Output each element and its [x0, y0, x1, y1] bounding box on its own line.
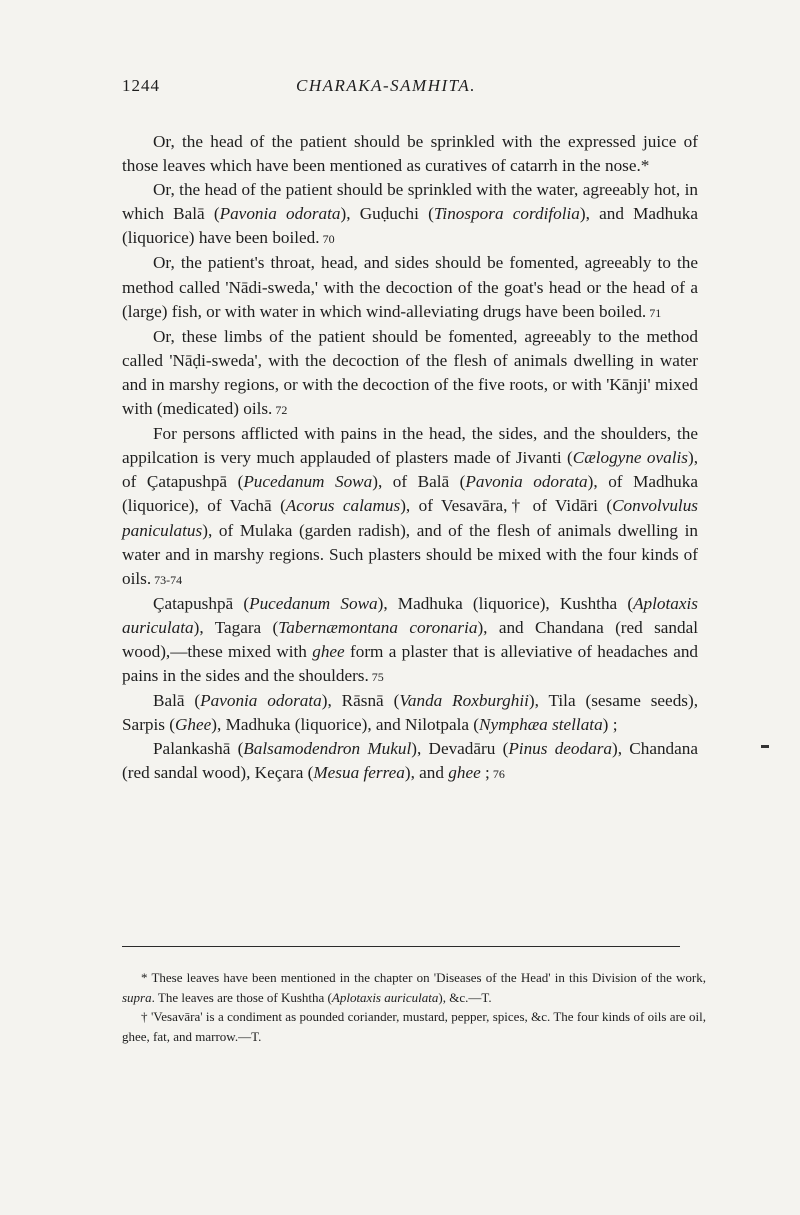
botanical-name: supra [122, 989, 152, 1005]
text-run: ; [480, 763, 490, 783]
verse-number: 75 [371, 670, 384, 685]
botanical-name: Pucedanum Sowa [249, 593, 378, 613]
text-run: For persons afflicted with pains in the head, the sides, and the shoulders, the appilcation is very much applauded of plasters made of Jivanti ( [122, 424, 698, 468]
text-run: † 'Vesavāra' is a condiment as pounded coriander, mustard, pepper, spices, &c. The four kinds of oils are oil, ghee, fat, and marrow.—T. [122, 1009, 706, 1044]
botanical-name: Acorus calamus [285, 496, 401, 516]
paragraph [122, 130, 698, 178]
verse-number: 72 [275, 403, 288, 418]
paragraph [122, 422, 698, 592]
verse-number: 76 [492, 767, 505, 782]
paragraph [122, 251, 698, 324]
footnote-divider [122, 946, 680, 947]
verse-number: 70 [322, 232, 335, 247]
text-run: ), Rāsnā ( [321, 691, 400, 711]
botanical-name: ghee [448, 763, 481, 783]
footnote [122, 1007, 706, 1046]
text-run: ), of Balā ( [372, 472, 466, 492]
botanical-name: Convolvulus paniculatus [122, 496, 698, 540]
text-run: ), and [404, 763, 449, 783]
botanical-name: Aplotaxis auriculata [331, 989, 439, 1005]
botanical-name: Pinus deodara [508, 739, 612, 759]
botanical-name: Tabernæmontana coronaria [278, 617, 478, 637]
text-run: ), Madhuka (liquorice), and Nilotpala ( [211, 715, 480, 735]
text-run: ), &c.—T. [438, 989, 492, 1005]
botanical-name: Ghee [175, 715, 212, 735]
text-run: ), of Vesavāra,† of Vidāri ( [400, 496, 613, 516]
botanical-name: ghee [312, 641, 345, 661]
paragraph [122, 592, 698, 689]
text-run: Or, the patient's throat, head, and sides should be fomented, agreeably to the method called 'Nādi-sweda,' with the decoction of the goat's head or the head of a (large) fish, or with water in which wind-alleviating drugs have been boiled. [122, 253, 698, 321]
text-run: ), Devadāru ( [411, 739, 509, 759]
botanical-name: Pavonia odorata [219, 204, 341, 224]
text-run: ), and Madhuka (liquorice) have been boiled. [122, 204, 699, 248]
text-run: ), Madhuka (liquorice), Kushtha ( [377, 593, 634, 613]
botanical-name: Pavonia odorata [465, 472, 588, 492]
page-header [122, 76, 682, 102]
text-run: ), and Chandana (red sandal wood),—these mixed with [122, 617, 699, 661]
text-run: Or, the head of the patient should be sprinkled with the water, agreeably hot, in which Balā ( [122, 180, 698, 224]
text-run: Or, these limbs of the patient should be fomented, agreeably to the method called 'Nāḍi-sweda', with the decoction of the flesh of animals dwelling in water and in marshy regions, or with the decoction of the five roots, or with 'Kānji' mixed with (medicated) oils. [122, 326, 698, 419]
text-run: * These leaves have been mentioned in the chapter on 'Diseases of the Head' in this Division of the work, [141, 970, 706, 985]
botanical-name: Nymphæa stellata [479, 715, 603, 735]
botanical-name: Vanda Roxburghii [399, 691, 529, 711]
text-run: ), Chandana (red sandal wood), Keçara ( [122, 739, 698, 783]
botanical-name: Cælogyne ovalis [572, 448, 688, 468]
text-run: ), of Mulaka (garden radish), and of the flesh of animals dwelling in water and in marshy regions. Such plasters should be mixed with the four kinds of oils. [122, 520, 698, 588]
text-run: . The leaves are those of Kushtha ( [151, 989, 332, 1005]
page-number: 1244 [122, 76, 160, 95]
text-run: ) ; [602, 715, 618, 735]
verse-number: 71 [649, 305, 662, 320]
text-run: Or, the head of the patient should be sprinkled with the expressed juice of those leaves which have been mentioned as curatives of catarrh in the nose.* [122, 132, 698, 176]
botanical-name: Pucedanum Sowa [243, 472, 373, 492]
text-run: form a plaster that is alleviative of headaches and pains in the sides and the shoulders. [122, 641, 699, 686]
text-run: Çatapushpā ( [153, 593, 250, 613]
paragraph [122, 325, 698, 422]
footnote [122, 968, 706, 1007]
paragraph [122, 689, 698, 737]
text-run: ), of Çatapushpā ( [122, 448, 698, 492]
paragraph [122, 737, 698, 786]
botanical-name: Aplotaxis auriculata [122, 593, 698, 637]
botanical-name: Pavonia odorata [200, 691, 322, 711]
text-run: ), of Madhuka (liquorice), of Vachā ( [122, 472, 698, 516]
text-run: ), Guḍuchi ( [340, 204, 434, 224]
text-run: Balā ( [153, 691, 201, 711]
paragraph [122, 178, 698, 251]
text-run: Palankashā ( [153, 739, 244, 759]
body-text [122, 130, 698, 787]
verse-number: 73-74 [154, 572, 183, 587]
botanical-name: Tinospora cordifolia [433, 204, 580, 224]
text-run: ), Tagara ( [193, 617, 279, 637]
footnotes [122, 968, 706, 1046]
botanical-name: Balsamodendron Mukul [243, 739, 412, 759]
text-run: ), Tila (sesame seeds), Sarpis ( [122, 691, 698, 735]
margin-mark [761, 745, 769, 748]
botanical-name: Mesua ferrea [313, 763, 405, 783]
running-title: CHARAKA-SAMHITA. [296, 76, 476, 95]
